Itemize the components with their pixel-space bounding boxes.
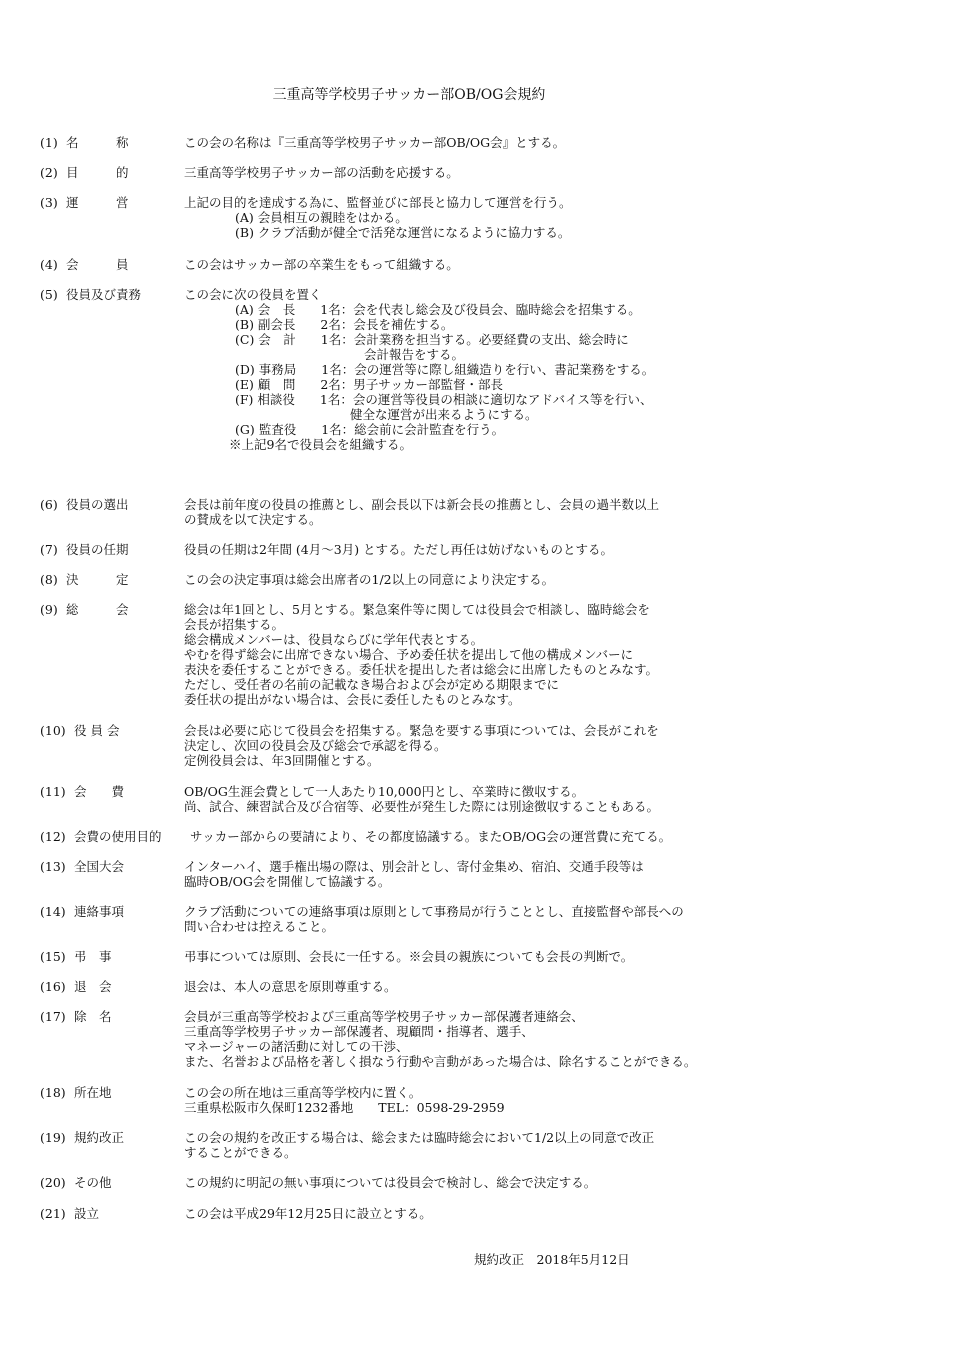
article-label: 会 員 (66, 257, 129, 272)
document-title: 三重高等学校男子サッカー部OB/OG会規約 (272, 87, 546, 103)
article-text: 総会は年1回とし、5月とする。緊急案件等に関しては役員会で相談し、臨時総会を (184, 602, 650, 617)
article-label: 総 会 (66, 602, 129, 617)
article-label: 会費の使用目的 (74, 829, 162, 844)
article-text: この会はサッカー部の卒業生をもって組織する。 (184, 257, 459, 272)
article-text: この規約に明記の無い事項については役員会で検討し、総会で決定する。 (184, 1175, 597, 1190)
revision-date: 規約改正 2018年5月12日 (474, 1252, 630, 1267)
article-number: (6) (40, 497, 58, 512)
officer-item: (B) 副会長 2名：会長を補佐する。 (235, 317, 454, 332)
officer-item-continuation: 健全な運営が出来るようにする。 (350, 407, 538, 422)
article-number: (21) (40, 1206, 66, 1221)
officer-item: (F) 相談役 1名：会の運営等役員の相談に適切なアドバイス等を行い、 (235, 392, 653, 407)
article-text: 表決を委任することができる。委任状を提出した者は総会に出席したものとみなす。 (184, 662, 659, 677)
article-number: (19) (40, 1130, 66, 1145)
article-number: (5) (40, 287, 58, 302)
article-label: 会 費 (74, 784, 125, 799)
article-number: (7) (40, 542, 58, 557)
article-label: その他 (74, 1175, 112, 1190)
article-label: 所在地 (74, 1085, 112, 1100)
article-text: また、名誉および品格を著しく損なう行動や言動があった場合は、除名することができる。 (184, 1054, 697, 1069)
article-number: (15) (40, 949, 66, 964)
article-text: 会員が三重高等学校および三重高等学校男子サッカー部保護者連絡会、 (184, 1009, 584, 1024)
article-text: この会の規約を改正する場合は、総会または臨時総会において1/2以上の同意で改正 (184, 1130, 655, 1145)
article-label: 設立 (74, 1206, 100, 1221)
article-text: サッカー部からの要請により、その都度協議する。またOB/OG会の運営費に充てる。 (190, 829, 672, 844)
article-text: この会の名称は『三重高等学校男子サッカー部OB/OG会』とする。 (184, 135, 566, 150)
article-text: 会長が招集する。 (184, 617, 285, 632)
officer-item-continuation: 会計報告をする。 (364, 347, 465, 362)
article-text: 定例役員会は、年3回開催とする。 (184, 753, 380, 768)
article-text: やむを得ず総会に出席できない場合、予め委任状を提出して他の構成メンバーに (184, 647, 634, 662)
article-number: (14) (40, 904, 66, 919)
article-label: 役員の任期 (66, 542, 129, 557)
article-subitem: (A) 会員相互の親睦をはかる。 (235, 210, 408, 225)
article-text: この会に次の役員を置く (184, 287, 322, 302)
article-text: クラブ活動についての連絡事項は原則として事務局が行うこととし、直接監督や部長への (184, 904, 684, 919)
article-number: (1) (40, 135, 58, 150)
article-text: 退会は、本人の意思を原則尊重する。 (184, 979, 397, 994)
article-text: 三重高等学校男子サッカー部保護者、現顧問・指導者、選手、 (184, 1024, 534, 1039)
article-number: (2) (40, 165, 58, 180)
article-text: 三重県松阪市久保町1232番地 TEL：0598-29-2959 (184, 1100, 505, 1115)
article-text: マネージャーの諸活動に対しての干渉、 (184, 1039, 409, 1054)
article-label: 規約改正 (74, 1130, 125, 1145)
officer-item: (A) 会 長 1名：会を代表し総会及び役員会、臨時総会を招集する。 (235, 302, 641, 317)
article-text: 三重高等学校男子サッカー部の活動を応援する。 (184, 165, 459, 180)
article-number: (13) (40, 859, 66, 874)
article-label: 弔 事 (74, 949, 112, 964)
article-text: 役員の任期は2年間 (4月～3月) とする。ただし再任は妨げないものとする。 (184, 542, 614, 557)
article-text: OB/OG生涯会費として一人あたり10,000円とし、卒業時に徴収する。 (184, 784, 585, 799)
article-text: 決定し、次回の役員会及び総会で承認を得る。 (184, 738, 447, 753)
article-label: 運 営 (66, 195, 129, 210)
article-number: (16) (40, 979, 66, 994)
article-text: ただし、受任者の名前の記載なき場合および会が定める期限までに (184, 677, 560, 692)
article-number: (8) (40, 572, 58, 587)
article-number: (20) (40, 1175, 66, 1190)
article-label: 除 名 (74, 1009, 112, 1024)
article-text: 上記の目的を達成する為に、監督並びに部長と協力して運営を行う。 (184, 195, 572, 210)
article-label: 退 会 (74, 979, 112, 994)
article-label: 役 員 会 (74, 723, 120, 738)
article-number: (18) (40, 1085, 66, 1100)
article-text: この会の所在地は三重高等学校内に置く。 (184, 1085, 422, 1100)
article-label: 役員の選出 (66, 497, 129, 512)
article-text: 委任状の提出がない場合は、会長に委任したものとみなす。 (184, 692, 521, 707)
article-number: (17) (40, 1009, 66, 1024)
article-text: の賛成を以て決定する。 (184, 512, 322, 527)
article-number: (9) (40, 602, 58, 617)
article-number: (10) (40, 723, 66, 738)
article-text: 会長は前年度の役員の推薦とし、副会長以下は新会長の推薦とし、会員の過半数以上 (184, 497, 660, 512)
article-text: することができる。 (184, 1145, 297, 1160)
officer-item: (D) 事務局 1名：会の運営等に際し組織造りを行い、書記業務をする。 (235, 362, 655, 377)
article-text: 問い合わせは控えること。 (184, 919, 335, 934)
article-label: 名 称 (66, 135, 129, 150)
officer-item: (G) 監査役 1名：総会前に会計監査を行う。 (235, 422, 505, 437)
article-number: (12) (40, 829, 66, 844)
article-text: インターハイ、選手権出場の際は、別会計とし、寄付金集め、宿泊、交通手段等は (184, 859, 644, 874)
article-label: 全国大会 (74, 859, 125, 874)
article-text: 弔事については原則、会長に一任する。※会員の親族についても会長の判断で。 (184, 949, 634, 964)
article-label: 目 的 (66, 165, 129, 180)
officer-item: (E) 顧 問 2名：男子サッカー部監督・部長 (235, 377, 504, 392)
article-subitem: (B) クラブ活動が健全で活発な運営になるように協力する。 (235, 225, 571, 240)
article-number: (11) (40, 784, 66, 799)
article-text: この会は平成29年12月25日に設立とする。 (184, 1206, 432, 1221)
article-number: (3) (40, 195, 58, 210)
article-text: 尚、試合、練習試合及び合宿等、必要性が発生した際には別途徴収することもある。 (184, 799, 660, 814)
officer-note: ※上記9名で役員会を組織する。 (229, 437, 412, 452)
article-text: 会長は必要に応じて役員会を招集する。緊急を要する事項については、会長がこれを (184, 723, 659, 738)
officer-item: (C) 会 計 1名：会計業務を担当する。必要経費の支出、総会時に (235, 332, 629, 347)
article-text: この会の決定事項は総会出席者の1/2以上の同意により決定する。 (184, 572, 555, 587)
article-label: 役員及び責務 (66, 287, 142, 302)
article-number: (4) (40, 257, 58, 272)
article-label: 連絡事項 (74, 904, 125, 919)
article-label: 決 定 (66, 572, 129, 587)
article-text: 臨時OB/OG会を開催して協議する。 (184, 874, 391, 889)
article-text: 総会構成メンバーは、役員ならびに学年代表とする。 (184, 632, 484, 647)
